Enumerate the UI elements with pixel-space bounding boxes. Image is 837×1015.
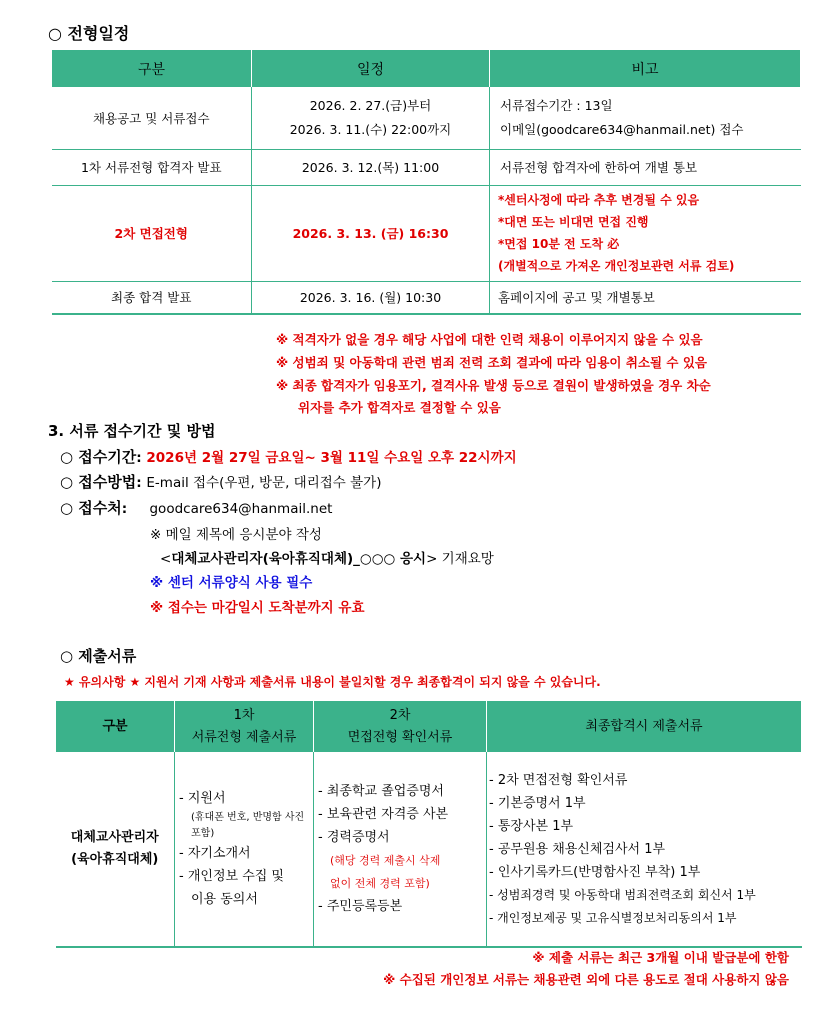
- list-item: - 경력증명서: [318, 830, 390, 845]
- method-label: ○ 접수방법: [60, 473, 137, 491]
- sub-note-title: ※ 메일 제목에 응시분야 작성: [150, 527, 322, 543]
- place-email: goodcare634@hanmail.net: [149, 501, 333, 517]
- row-stage: 1차 서류전형 합격자 발표: [52, 149, 252, 185]
- list-item: - 지원서: [179, 791, 226, 806]
- notice-line: 위자를 추가 합격자로 결정할 수 있음: [298, 400, 501, 415]
- row-note: [490, 87, 801, 149]
- row-note: [490, 185, 801, 281]
- format-text: 대체교사관리자(육아휴직대체)_○○○ 응시: [171, 551, 427, 567]
- list-item: 없이 전체 경력 포함): [330, 877, 430, 890]
- header-date: 일정: [252, 50, 490, 87]
- row-note-line: *대면 또는 비대면 면접 진행: [498, 215, 649, 229]
- list-item: - 최종학교 졸업증명서: [318, 784, 444, 799]
- sub-note-deadline: ※ 접수는 마감일시 도착분까지 유효: [150, 600, 365, 616]
- list-item: 포함): [191, 828, 215, 839]
- list-item: - 개인정보 수집 및: [179, 869, 284, 884]
- header-stage1-label: 서류전형 제출서류: [191, 729, 297, 745]
- docs-stage2-list: [314, 752, 487, 947]
- place-line: ○ 접수처: goodcare634@hanmail.net: [60, 499, 333, 517]
- section-title-submission: 3. 서류 접수기간 및 방법: [48, 422, 216, 440]
- list-item: - 성범죄경력 및 아동학대 범죄전력조회 회신서 1부: [489, 887, 756, 902]
- schedule-table: [51, 50, 801, 315]
- category-line: (육아휴직대체): [71, 852, 159, 867]
- row-date: 2026. 3. 13. (금) 16:30: [252, 185, 490, 281]
- notice-line: ※ 적격자가 없을 경우 해당 사업에 대한 인력 채용이 이루어지지 않을 수 있음: [276, 332, 703, 347]
- docs-stage1-list: [175, 752, 314, 947]
- format-open: <: [160, 551, 172, 567]
- notice-line: ※ 최종 합격자가 임용포기, 결격사유 발생 등으로 결원이 발생하였을 경우 차순: [276, 378, 711, 393]
- table-row: [52, 281, 801, 314]
- row-stage: 채용공고 및 서류접수: [52, 87, 252, 149]
- list-item: - 2차 면접전형 확인서류: [489, 772, 628, 788]
- header-category: 구분: [52, 50, 252, 87]
- header-stage2: [314, 701, 487, 752]
- sub-note-form: ※ 센터 서류양식 사용 필수: [150, 575, 313, 591]
- row-stage: 2차 면접전형: [52, 185, 252, 281]
- row-note-line: *면접 10분 전 도착 必: [498, 237, 620, 251]
- list-item: 이용 동의서: [191, 892, 258, 907]
- list-item: - 주민등록등본: [318, 899, 403, 914]
- table-row: [56, 752, 802, 947]
- category-line: 대체교사관리자: [70, 830, 159, 845]
- place-label: ○ 접수처: [60, 499, 122, 517]
- row-note-line: (개별적으로 가져온 개인정보관련 서류 검토): [498, 259, 735, 273]
- list-item: - 기본증명서 1부: [489, 795, 586, 811]
- period-label: ○ 접수기간: [60, 448, 137, 466]
- footer-note: ※ 제출 서류는 최근 3개월 이내 발급분에 한함: [532, 950, 789, 965]
- row-note-line: 서류접수기간 : 13일: [500, 97, 613, 113]
- docs-category: [56, 752, 175, 947]
- header-stage2-number: 2차: [389, 707, 411, 723]
- table-row: [52, 87, 801, 149]
- header-stage1: [175, 701, 314, 752]
- list-item: - 개인정보제공 및 고유식별정보처리동의서 1부: [489, 910, 737, 925]
- row-note-line: *센터사정에 따라 추후 변경될 수 있음: [498, 193, 700, 207]
- row-date: [252, 87, 490, 149]
- docs-final-list: [487, 752, 802, 947]
- list-item: - 보육관련 자격증 사본: [318, 807, 449, 822]
- header-category: 구분: [56, 701, 175, 752]
- section-title-schedule: ○ 전형일정: [48, 24, 130, 43]
- row-date: 2026. 3. 16. (월) 10:30: [252, 281, 490, 314]
- documents-table: [55, 701, 802, 948]
- method-value: E-mail 접수(우편, 방문, 대리접수 불가): [146, 475, 382, 491]
- format-close: > 기재요망: [426, 551, 494, 567]
- list-item: - 인사기록카드(반명함사진 부착) 1부: [489, 864, 701, 880]
- header-stage2-label: 면접전형 확인서류: [347, 729, 453, 745]
- section-title-documents: ○ 제출서류: [60, 647, 137, 665]
- row-date-start: 2026. 2. 27.(금)부터: [309, 97, 432, 113]
- warning-line: ★ 유의사항 ★ 지원서 기재 사항과 제출서류 내용이 불일치할 경우 최종합격이 되지 않을 수 있습니다.: [64, 675, 601, 689]
- footer-note: ※ 수집된 개인정보 서류는 채용관련 외에 다른 용도로 절대 사용하지 않음: [383, 972, 789, 987]
- table-row: [52, 149, 801, 185]
- notice-line: ※ 성범죄 및 아동학대 관련 범죄 전력 조회 결과에 따라 임용이 취소될 수 있음: [276, 355, 707, 370]
- row-note: 홈페이지에 공고 및 개별통보: [490, 281, 801, 314]
- row-note-line: 이메일(goodcare634@hanmail.net) 접수: [500, 121, 744, 137]
- header-stage1-number: 1차: [233, 707, 255, 723]
- list-item: - 자기소개서: [179, 846, 251, 861]
- row-note: 서류전형 합격자에 한하여 개별 통보: [490, 149, 801, 185]
- list-item: - 통장사본 1부: [489, 818, 574, 834]
- list-item: - 공무원용 채용신체검사서 1부: [489, 841, 666, 857]
- sub-note-format: [160, 547, 494, 567]
- header-final: 최종합격시 제출서류: [487, 701, 802, 752]
- list-item: (휴대폰 번호, 반명함 사진: [191, 812, 305, 823]
- row-stage: 최종 합격 발표: [52, 281, 252, 314]
- table-row: [52, 185, 801, 281]
- period-value: 2026년 2월 27일 금요일~ 3월 11일 수요일 오후 22시까지: [146, 450, 517, 466]
- list-item: (해당 경력 제출시 삭제: [330, 854, 441, 867]
- row-date: 2026. 3. 12.(목) 11:00: [252, 149, 490, 185]
- row-date-end: 2026. 3. 11.(수) 22:00까지: [289, 121, 452, 137]
- method-line: ○ 접수방법: E-mail 접수(우편, 방문, 대리접수 불가): [60, 473, 382, 491]
- header-remarks: 비고: [490, 50, 801, 87]
- period-line: ○ 접수기간: 2026년 2월 27일 금요일~ 3월 11일 수요일 오후 22시까지: [60, 448, 517, 466]
